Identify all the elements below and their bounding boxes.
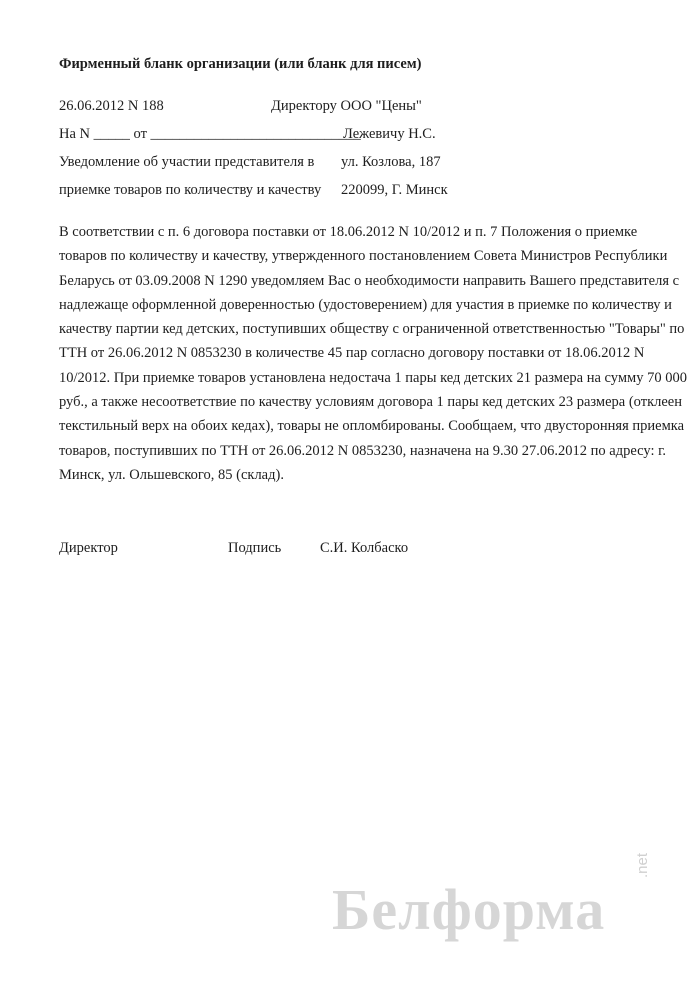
signatory-name: С.И. Колбаско xyxy=(320,540,409,556)
reference-line: На N _____ от _____________________________ xyxy=(59,126,361,142)
body-line: руб., а также несоответствие по качеству условиям договора 1 пары кед детских 23 размера (отклеен xyxy=(59,394,682,411)
body-line: текстильный верх на обоих кедах), товары не опломбированы. Сообщаем, что двусторонняя приемка xyxy=(59,418,685,435)
body-line: ТТН от 26.06.2012 N 0853230 в количестве 45 пар согласно договору поставки от 18.06.2012 N xyxy=(59,345,645,362)
subject-line-1: Уведомление об участии представителя в xyxy=(59,154,315,170)
body-line: Минск, ул. Ольшевского, 85 (склад). xyxy=(59,466,284,483)
document-heading: Фирменный бланк организации (или бланк для писем) xyxy=(59,56,422,72)
signature-label: Подпись xyxy=(228,540,282,556)
subject-line-2: приемке товаров по количеству и качеству xyxy=(59,182,322,198)
address-city: 220099, Г. Минск xyxy=(341,182,448,198)
body-line: В соответствии с п. 6 договора поставки от 18.06.2012 N 10/2012 и п. 7 Положения о приемке xyxy=(59,224,638,240)
body-line: Беларусь от 03.09.2008 N 1290 уведомляем Вас о необходимости направить Вашего представителя с xyxy=(59,272,680,289)
body-line: надлежаще оформленной доверенностью (удостоверением) для участия в приемке по количеству и xyxy=(59,296,672,313)
watermark-logo: Белформа xyxy=(332,877,606,942)
body-line: 10/2012. При приемке товаров установлена недостача 1 пары кед детских 21 размера на сумму 70 000 xyxy=(59,369,687,386)
addressee-title: Директору ООО "Цены" xyxy=(271,98,422,114)
letter-body xyxy=(59,220,687,487)
body-line: качеству партии кед детских, поступивших обществу с ограниченной ответственностью "Товары" по xyxy=(59,321,685,338)
date-number: 26.06.2012 N 188 xyxy=(59,98,164,114)
signature-position: Директор xyxy=(59,540,118,556)
address-street: ул. Козлова, 187 xyxy=(341,154,441,170)
addressee-name: Лежевичу Н.С. xyxy=(343,126,436,142)
body-line: товаров, поступивших по ТТН от 26.06.2012 N 0853230, назначена на 9.30 27.06.2012 по адресу: г. xyxy=(59,442,667,459)
watermark-suffix: .net xyxy=(634,852,651,878)
body-line: товаров по количеству и качеству, утвержденного постановлением Совета Министров Республики xyxy=(59,248,668,265)
